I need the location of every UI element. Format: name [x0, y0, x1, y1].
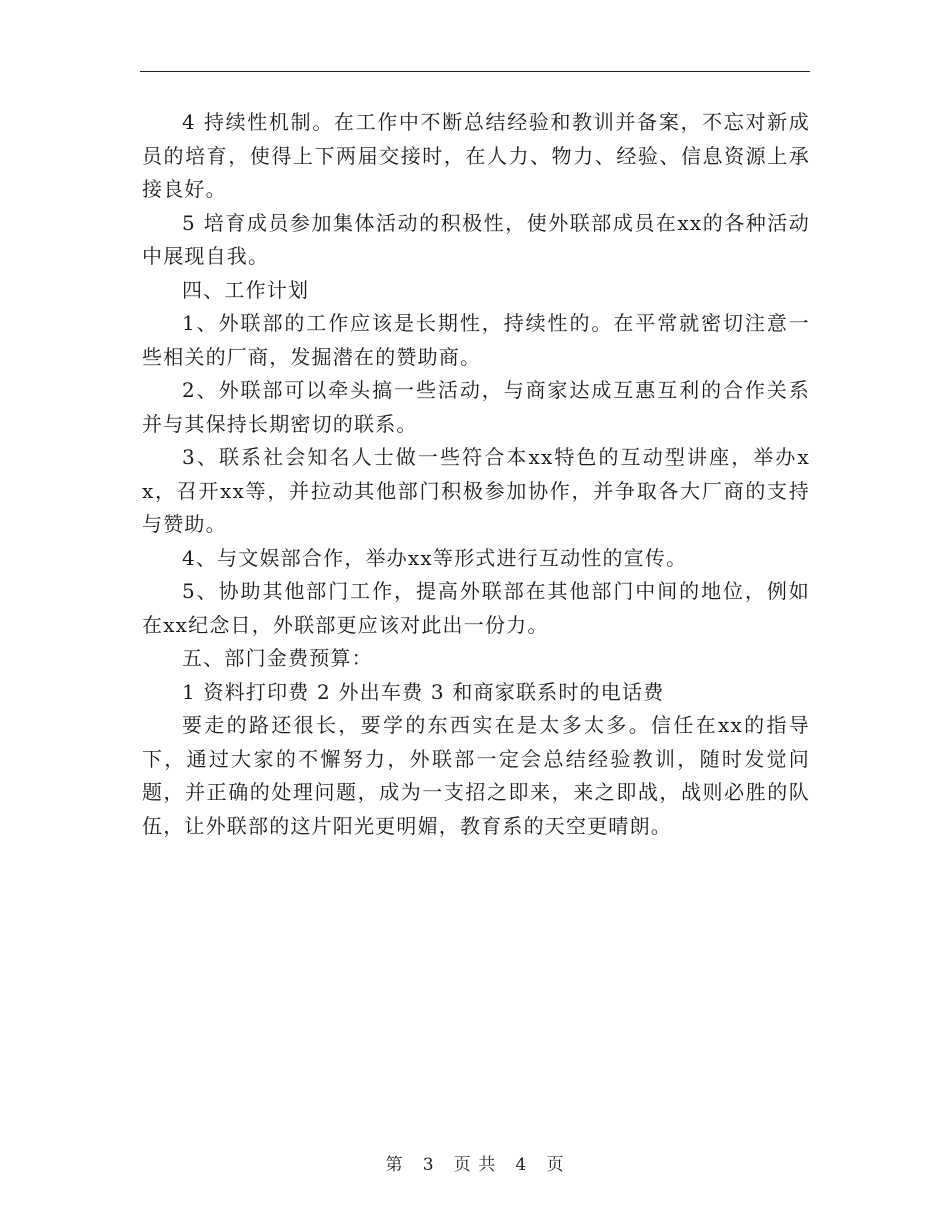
- paragraph: 3、联系社会知名人士做一些符合本xx特色的互动型讲座，举办xx，召开xx等，并拉动其他部门积极参加协作，并争取各大厂商的支持与赞助。: [142, 445, 810, 536]
- paragraph: 要走的路还很长，要学的东西实在是太多太多。信任在xx的指导下，通过大家的不懈努力，外联部一定会总结经验教训，随时发觉问题，并正确的处理问题，成为一支招之即来，来之即战，战则必胜的队伍，让外联部的这片阳光更明媚，教育系的天空更晴朗。: [142, 713, 810, 838]
- paragraph: 1、外联部的工作应该是长期性，持续性的。在平常就密切注意一些相关的厂商，发掘潜在的赞助商。: [142, 311, 810, 369]
- footer-middle: 页 共: [453, 1155, 497, 1175]
- footer-total-pages: 4: [515, 1155, 528, 1175]
- footer-current-page: 3: [422, 1155, 435, 1175]
- document-body: [142, 106, 810, 843]
- paragraph: 5 培育成员参加集体活动的积极性，使外联部成员在xx的各种活动中展现自我。: [142, 210, 810, 268]
- footer-prefix: 第: [385, 1155, 404, 1175]
- section-heading: 五、部门金费预算：: [182, 646, 373, 670]
- paragraph: 4、与文娱部合作，举办xx等形式进行互动性的宣传。: [182, 545, 688, 570]
- section-heading: 四、工作计划: [182, 277, 310, 302]
- page-footer: [0, 1150, 950, 1175]
- paragraph: 1 资料打印费 2 外出车费 3 和商家联系时的电话费: [182, 679, 665, 704]
- footer-suffix: 页: [546, 1155, 565, 1175]
- paragraph: 2、外联部可以牵头搞一些活动，与商家达成互惠互利的合作关系并与其保持长期密切的联系。: [142, 378, 810, 436]
- paragraph: 5、协助其他部门工作，提高外联部在其他部门中间的地位，例如在xx纪念日，外联部更应该对此出一份力。: [142, 579, 810, 637]
- paragraph: 4 持续性机制。在工作中不断总结经验和教训并备案，不忘对新成员的培育，使得上下两届交接时，在人力、物力、经验、信息资源上承接良好。: [142, 110, 810, 201]
- header-rule: [140, 71, 810, 72]
